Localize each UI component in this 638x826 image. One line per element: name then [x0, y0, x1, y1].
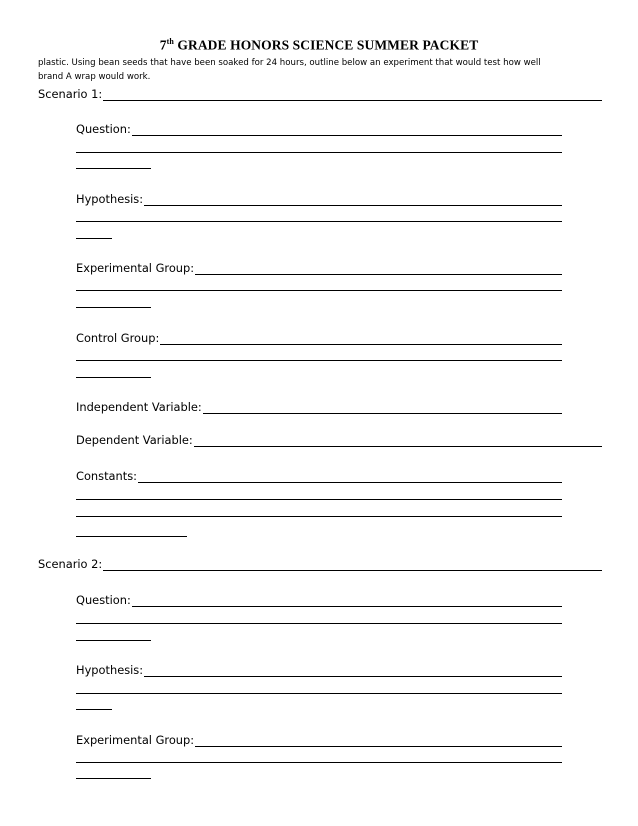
s1-dependent-variable-answer-line[interactable]: [194, 434, 602, 447]
s1-dependent-variable-label: Dependent Variable:: [76, 433, 193, 447]
title-grade-number: 7: [159, 37, 167, 53]
s1-experimental-group-line-2[interactable]: [76, 290, 562, 291]
s1-constants-line-2[interactable]: [76, 499, 562, 500]
s1-control-group-answer-line[interactable]: [160, 332, 562, 345]
s2-hypothesis-row: [76, 663, 562, 677]
s2-experimental-group-label: Experimental Group:: [76, 733, 195, 747]
s2-hypothesis-answer-line[interactable]: [144, 664, 562, 677]
s1-independent-variable-answer-line[interactable]: [203, 401, 562, 414]
page-title: [0, 37, 638, 54]
s2-experimental-group-row: [76, 733, 562, 747]
s1-dependent-variable-row: [76, 433, 602, 447]
s1-constants-label: Constants:: [76, 469, 137, 483]
scenario-2-row: [38, 557, 602, 571]
s1-constants-line-3[interactable]: [76, 516, 562, 517]
s1-experimental-group-answer-line[interactable]: [195, 262, 562, 275]
s1-experimental-group-label: Experimental Group:: [76, 261, 195, 275]
scenario-1-answer-line[interactable]: [103, 88, 602, 101]
intro-paragraph: [38, 56, 613, 84]
s2-hypothesis-line-3[interactable]: [76, 709, 112, 710]
s2-question-row: [76, 593, 562, 607]
s1-control-group-line-2[interactable]: [76, 360, 562, 361]
s2-question-answer-line[interactable]: [132, 594, 562, 607]
s1-independent-variable-row: [76, 400, 562, 414]
s1-experimental-group-line-3[interactable]: [76, 307, 151, 308]
s1-hypothesis-row: [76, 192, 562, 206]
scenario-2-answer-line[interactable]: [103, 558, 602, 571]
title-superscript: th: [166, 37, 174, 46]
s2-experimental-group-line-3[interactable]: [76, 778, 151, 779]
s1-hypothesis-label: Hypothesis:: [76, 192, 144, 206]
s1-question-line-3[interactable]: [76, 168, 151, 169]
scenario-1-row: [38, 87, 602, 101]
s1-question-row: [76, 122, 562, 136]
intro-line-1: plastic. Using bean seeds that have been soaked for 24 hours, outline below an experiment that would test how well: [38, 58, 541, 68]
s2-hypothesis-label: Hypothesis:: [76, 663, 144, 677]
s1-control-group-row: [76, 331, 562, 345]
s1-independent-variable-label: Independent Variable:: [76, 400, 202, 414]
s1-question-line-2[interactable]: [76, 152, 562, 153]
s2-experimental-group-answer-line[interactable]: [195, 734, 562, 747]
s2-hypothesis-line-2[interactable]: [76, 693, 562, 694]
s2-question-line-3[interactable]: [76, 640, 151, 641]
s1-control-group-line-3[interactable]: [76, 377, 151, 378]
title-text: GRADE HONORS SCIENCE SUMMER PACKET: [173, 37, 479, 53]
s2-experimental-group-line-2[interactable]: [76, 762, 562, 763]
s1-constants-line-4[interactable]: [76, 536, 187, 537]
s1-constants-row: [76, 469, 562, 483]
s2-question-label: Question:: [76, 593, 131, 607]
s1-question-answer-line[interactable]: [132, 123, 562, 136]
scenario-2-label: Scenario 2:: [38, 557, 103, 571]
s1-hypothesis-line-2[interactable]: [76, 221, 562, 222]
intro-line-2: brand A wrap would work.: [38, 72, 151, 82]
s1-constants-answer-line[interactable]: [138, 470, 562, 483]
scenario-1-label: Scenario 1:: [38, 87, 103, 101]
s1-hypothesis-answer-line[interactable]: [144, 193, 562, 206]
s1-hypothesis-line-3[interactable]: [76, 238, 112, 239]
s1-control-group-label: Control Group:: [76, 331, 160, 345]
s1-experimental-group-row: [76, 261, 562, 275]
s1-question-label: Question:: [76, 122, 131, 136]
s2-question-line-2[interactable]: [76, 623, 562, 624]
